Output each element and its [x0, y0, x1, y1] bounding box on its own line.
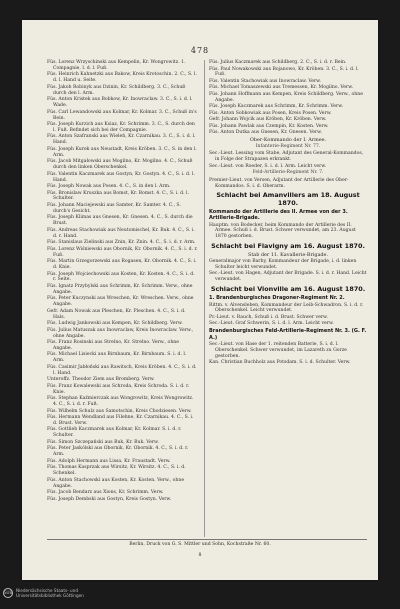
casualty-entry: Generalmajor von Barby, Kommandeur der Brigade, i. d. linken Schulter leicht verwundet.: [209, 259, 357, 270]
casualty-entry: Füs. Joseph Nowak aus Posen. 4. C., S. in den l. Arm.: [47, 184, 171, 190]
section-ober-kommando-entries: [209, 151, 367, 169]
printer-footer: Berlin, Druck von G. S. Mittler und Sohn, Kochstraße Nr. 60.: [129, 542, 271, 547]
casualty-entry: Füs. Jacob Mitgałowski aus Mogilno, Kr. Mogilno. 4. C., Schuß durch den linken Oberschenkel.: [47, 159, 193, 171]
casualty-entry: Sec.-Lieut. Graf Schwerin, S. i. d. l. Arm. Leicht verw.: [209, 321, 334, 327]
casualty-entry: Gefr. Johann Wojcik aus Kröben, Kr. Kröben. Verw.: [209, 117, 327, 123]
casualty-entry: Füs. Jakob Robinyk aus Dzinin, Kr. Schildberg. 3. C., Schuß durch den l. Arm.: [47, 84, 186, 96]
casualty-entry: Füs. Joseph Wojciechowski aus Kosten, Kr. Kosten. 4. C., S. i. d. r. Seite.: [47, 271, 195, 283]
casualty-entry: Füs. Michael Lisiecki aus Birnbaum, Kr. Birnbaum. S. i. d. l. Arm.: [47, 352, 187, 364]
casualty-entry: Füs. Adolph Hermann aus Lissa, Kr. Fraustadt. Verw.: [47, 458, 171, 464]
casualty-entry: Füs. Peter Jaskólski aus Obornik, Kr. Obornik. 4. C., S. i. d. r. Arm.: [47, 446, 189, 458]
section-vionville-artillery-heading: Brandenburgisches Feld-Artillerie-Regiment Nr. 3. (G. F. A.): [209, 328, 367, 341]
casualty-entry: Füs. Stanislaus Zielinski aus Znin, Kr. Znin. 4. C., S. i. d. r. Arm.: [47, 240, 196, 246]
casualty-entry: Premier-Lieut. von Versen, Adjutant der Artillerie des Ober-Kommandos. S. i. d. Oberarm.: [209, 177, 349, 189]
casualty-entry: Füs. Joseph Kaczmarek aus Schrimm, Kr. Schrimm. Verw.: [209, 104, 344, 110]
casualty-entry: Füs. Julius Kaczmarek aus Schildberg. 2. C., S. i. d. r. Bein.: [209, 60, 347, 65]
section-amanvillers-title: Schlacht bei Amanvillers am 18. August 1870.: [216, 191, 360, 208]
section-ober-kommando-artillery-heading: Feld-Artillerie-Regiment Nr. 7.: [252, 170, 324, 176]
section-flavigny-entries: [209, 259, 367, 283]
casualty-entry: Pr.-Lieut. v. Rauch, Schuß i. d. Brust. Schwer verw.: [209, 314, 328, 320]
casualty-entry: Füs. Paul Nowakowski aus Bojanowo, Kr. Kröben. 3. C., S. i. d. l. Fuß.: [209, 66, 359, 78]
left-column: [47, 60, 199, 503]
casualty-entry: Sec.-Lieut. Lessing vom Stabe, Adjutant des General-Kommandos, in Folge der Strapazen erkrankt.: [209, 151, 364, 163]
casualty-entry: Füs. Johann Maciejewski aus Samter, Kr. Samter. 4. C., S. durch's Gesicht.: [47, 202, 181, 214]
page-number: 478: [190, 46, 210, 55]
library-name-line2: Universitätsbibliothek Göttingen: [16, 593, 84, 598]
casualty-entry: Füs. Franz Kowalewski aus Schroda, Kreis Schroda. S. i. d. r. Knie.: [47, 383, 190, 395]
casualty-entry: Füs. Jacob Bendarz aus Xions, Kr. Schrimm. Verw.: [47, 490, 164, 496]
casualty-entry: Füs. Martin Grzegorzewski aus Rogasen, Kr. Obornik. 4. C., S. i. d. Knie.: [47, 259, 197, 270]
casualty-entry: Füs. Anton Szafranski aus Wieleń, Kr. Czarnikau. 3. C., S. i. d. l. Hand.: [47, 134, 196, 146]
casualty-entry: Füs. Joseph Klimas aus Gnesen, Kr. Gnesen. 4. C., S. durch die Brust.: [47, 215, 193, 227]
library-watermark: [3, 588, 84, 598]
casualty-entry: Füs. Simon Szczepański aus Buk, Kr. Buk. Verw.: [47, 439, 159, 445]
column-divider: [204, 60, 205, 537]
casualty-entry: Füs. Casimir Jabłoński aus Rawitsch, Kreis Kröben. 4. C., S. i. d. l. Hand.: [47, 364, 197, 376]
casualty-entry: Füs. Anton Dutka aus Gnesen, Kr. Gnesen. Verw.: [209, 130, 323, 136]
casualty-entry: Füs. Julius Matuszak aus Inowraclaw, Kreis Inowraclaw. Verw., ohne Angabe.: [47, 327, 194, 339]
casualty-entry: Gefr. Adam Nowak aus Pleschen, Kr. Pleschen. 4. C., S. i. d. Hals.: [47, 308, 186, 320]
section-vionville-dragoner-heading: 1. Brandenburgisches Dragoner-Regiment Nr. 2.: [209, 295, 345, 302]
casualty-entry: Hauptm. von Bodecker, beim Kommando der Artillerie des II. Armee. Schuß i. d. Brust. Schwer verwundet, am 23. August 1870 gestorben.: [209, 222, 356, 240]
right-column: [209, 60, 367, 367]
casualty-entry: Sec.-Lieut. von Hagen, Adjutant der Brigade. S. i. d. r. Hand. Leicht verwundet.: [209, 271, 367, 283]
casualty-entry: Füs. Peter Kuczynski aus Wreschen, Kr. Wreschen. Verw., ohne Angabe.: [47, 296, 194, 308]
casualty-entry: Füs. Ignatz Przybylski aus Schrimm, Kr. Schrimm. Verw., ohne Angabe.: [47, 283, 193, 295]
casualty-entry: Füs. Franz Rosinski aus Strelno, Kr. Strelno. Verw., ohne Angabe.: [47, 340, 179, 351]
casualty-entry: Sec.-Lieut. von Hase der 1. reitenden Batterie, S. i. d. l. Oberschenkel. Schwer verwundet, im Lazareth zu Gorze gestorben.: [209, 341, 347, 359]
casualty-entry: Füs. Gottlieb Kaczmarek aus Kolmar, Kr. Kolmar. S. i. d. r. Schulter.: [47, 427, 182, 439]
section-vionville-title: Schlacht bei Vionville am 16. August 1870.: [210, 285, 366, 294]
casualty-entry: Füs. Joseph Kurek aus Neustadt, Kreis Kröben. 3. C., S. in den l. Arm.: [47, 146, 197, 158]
section-vionville-dragoner-entries: [209, 303, 367, 328]
section-vionville-artillery-entries: [209, 342, 367, 366]
casualty-entry: Füs. Valentin Kaczmarek aus Gostyn, Kr. Gostyn. 4. C., S. i. d. l. Hand.: [47, 171, 195, 183]
casualty-entry: Füs. Joseph Dembski aus Gostyn, Kreis Gostyn. Verw.: [47, 496, 172, 502]
section-ober-kommando-subtitle: Infanterie-Regiment Nr. 77.: [255, 143, 321, 149]
casualty-entry: Füs. Lorenz Wiśniewski aus Obornik, Kr. Obornik. 4. C., S. i. d. r. Fuß.: [47, 246, 198, 258]
casualty-entry: Rittm. v. Alvensleben, Kommandeur der Leib-Schwadron. S. i. d. r. Oberschenkel. Leicht verwundet.: [209, 302, 364, 314]
casualty-entry: Füs. Johann Hoffmann aus Kempen, Kreis Schildberg. Verw., ohne Angabe.: [209, 91, 363, 103]
casualty-entry: Füs. Andreas Stachowiak aus Neutomischel, Kr. Buk. 4. C., S. i. d. r. Hand.: [47, 227, 195, 239]
library-name: [16, 588, 84, 598]
section-flavigny-heading: Stab der 11. Kavallerie-Brigade.: [247, 252, 328, 259]
casualty-entry: Füs. Michael Tomaszewski aus Tremessen, Kr. Mogilno. Verw.: [209, 85, 354, 91]
section-amanvillers-heading: Kommando der Artillerie des II. Armee von der 3. Artillerie-Brigade.: [209, 209, 348, 222]
section-ober-kommando-artillery-entries: [209, 178, 367, 190]
section-amanvillers-entries: [209, 223, 367, 241]
casualty-entry: Füs. Anton Sobkowiak aus Posen, Kreis Posen. Verw.: [209, 110, 332, 116]
casualty-entry: Füs. Heinrich Kahnetzki aus Bakow, Kreis Krotoschin. 2. C., S. l. d. l. Hand u. Seite.: [47, 72, 197, 84]
library-name-line1: Niedersächsische Staats- und: [16, 588, 78, 593]
right-column-casualty-list: [209, 60, 367, 136]
casualty-entry: Füs. Stephan Kaźmierczak aus Wongrowitz, Kreis Wongrowitz. 4. C., S. i. d. r. Fuß.: [47, 396, 194, 408]
casualty-entry: Füs. Ludwig Jankowski aus Kempen, Kr. Schildberg. Verw.: [47, 321, 183, 327]
library-logo-icon: SUB: [3, 588, 13, 598]
casualty-entry: Füs. Johann Pawlak aus Czempin, Kr. Kosten. Verw.: [209, 123, 329, 129]
casualty-entry: Füs. Bronislaw Kruszka aus Bomst, Kr. Bomst. 4. C., S. i. d. l. Schulter.: [47, 190, 189, 202]
casualty-entry: Unteroffz. Theodor Ziem aus Bromberg. Verw.: [47, 377, 155, 383]
casualty-entry: Füs. Carl Lewandowski aus Kolmar, Kr. Kolmar. 3. C., Schuß in's Bein.: [47, 109, 197, 121]
footer-divider: [47, 539, 367, 540]
casualty-entry: Füs. Wilhelm Schulz aus Samotschin, Kreis Chodziesen. Verw.: [47, 408, 192, 414]
section-flavigny-title: Schlacht bei Flavigny am 16. August 1870.: [211, 242, 365, 251]
casualty-entry: Füs. Hermann Wendland aus Filehne, Kr. Czarnikau. 4. C., S. i. d. Brust. Verw.: [47, 415, 194, 426]
document-page: [22, 20, 378, 580]
casualty-entry: Sec.-Lieut. von Roeder, S. i. d. l. Arm. Leicht verw.: [209, 163, 327, 169]
signature-mark: 8: [198, 553, 202, 558]
casualty-entry: Füs. Anton Stachowski aus Kosten, Kr. Kosten. Verw., ohne Angabe.: [47, 477, 185, 489]
casualty-entry: Kan. Christian Buchholz aus Potsdam. S. i. d. Schulter. Verw.: [209, 360, 351, 366]
section-ober-kommando-title: Ober-Kommando der I. Armee.: [249, 137, 327, 144]
casualty-entry: Füs. Lorenz Wrzyschinski aus Kempelin, Kr. Wongrowitz. 1. Compagnie, l. d. l. Fuß.: [47, 60, 186, 71]
casualty-entry: Füs. Thomas Kasprzak aus Wirsitz, Kr. Wirsitz. 4. C., S. i. d. Schenkel.: [47, 465, 186, 477]
casualty-entry: Füs. Valentin Stachowiak aus Inowraclaw. Verw.: [209, 78, 322, 84]
casualty-entry: Füs. Joseph Kurzich aus Ksiaz, Kr. Schrimm. 3. C., S. durch den l. Fuß. Befindet sich bei der Compagnie.: [47, 122, 195, 133]
casualty-entry: Füs. Anton Kristek aus Bobkow, Kr. Inowraclaw. 3. C., S. i. d. l. Wade.: [47, 97, 193, 109]
